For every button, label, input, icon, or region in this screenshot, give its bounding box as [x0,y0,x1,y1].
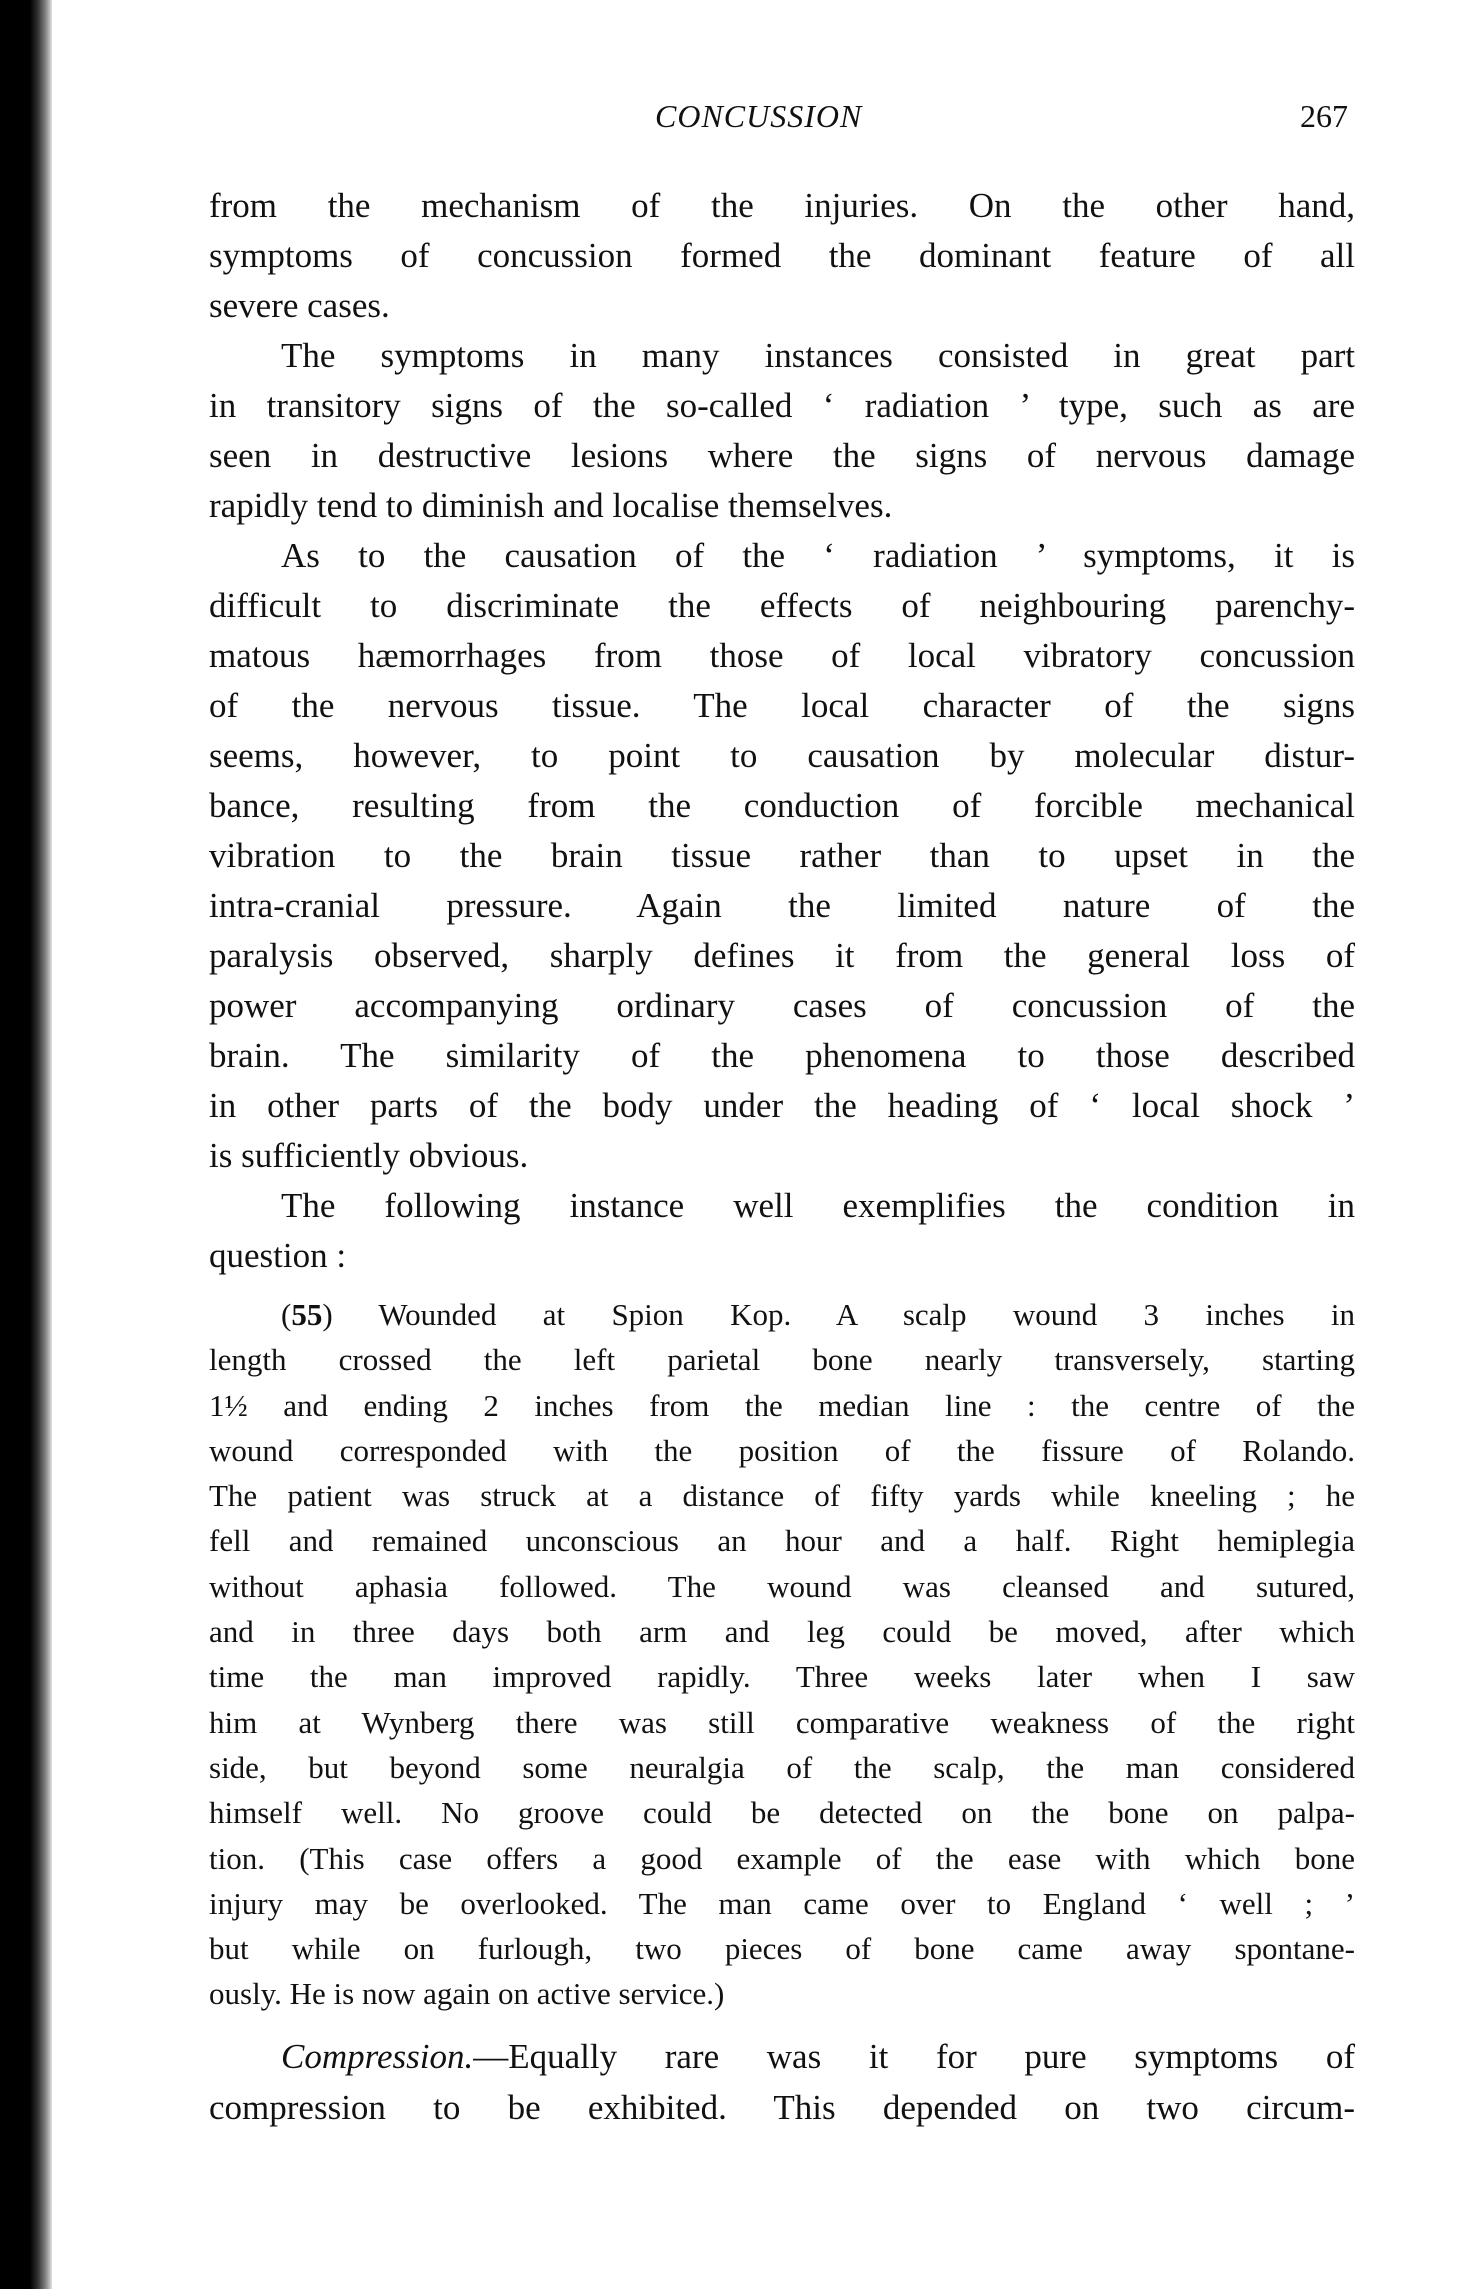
running-head [0,98,1479,142]
case-first-line-text: ) Wounded at Spion Kop. A scalp wound 3 inches in [322,1297,1355,1332]
case-report-line: wound corresponded with the position of the fissure of Rolando. [209,1432,1355,1468]
paragraph-line: question : [209,1236,347,1275]
case-number: 55 [291,1297,323,1332]
paragraph-line: As to the causation of the ‘ radiation ’ symptoms, it is [281,536,1355,575]
paragraph-line: seems, however, to point to causation by molecular distur- [209,736,1355,775]
running-head-title: CONCUSSION [655,98,863,134]
case-report-line: him at Wynberg there was still comparative weakness of the right [209,1704,1355,1740]
case-report-line: fell and remained unconscious an hour and a half. Right hemiplegia [209,1523,1355,1559]
compression-second-line: compression to be exhibited. This depended on two circum- [209,2088,1355,2127]
paragraph-line: of the nervous tissue. The local character of the signs [209,686,1355,725]
paragraph-line: seen in destructive lesions where the signs of nervous damage [209,436,1355,475]
paragraph-line: The symptoms in many instances consisted in great part [281,336,1355,375]
paragraph-line: in transitory signs of the so-called ‘ radiation ’ type, such as are [209,386,1355,425]
case-report-line: The patient was struck at a distance of fifty yards while kneeling ; he [209,1478,1355,1514]
paragraph-line: in other parts of the body under the heading of ‘ local shock ’ [209,1086,1355,1125]
body-text [209,181,1355,1281]
paragraph-line: power accompanying ordinary cases of concussion of the [209,986,1355,1025]
book-binding-edge [0,0,52,2289]
case-report-line: without aphasia followed. The wound was cleansed and sutured, [209,1568,1355,1604]
paragraph-line: from the mechanism of the injuries. On the other hand, [209,186,1355,225]
case-report-line: length crossed the left parietal bone nearly transversely, starting [209,1342,1355,1378]
paragraph-line: The following instance well exemplifies the condition in [281,1186,1355,1225]
open-paren: ( [281,1297,292,1332]
paragraph-line: severe cases. [209,286,390,325]
paragraph-line: rapidly tend to diminish and localise themselves. [209,486,893,525]
paragraph-line: is sufficiently obvious. [209,1136,529,1175]
case-report-line: himself well. No groove could be detected on the bone on palpa- [209,1795,1355,1831]
paragraph-line: bance, resulting from the conduction of forcible mechanical [209,786,1355,825]
case-report-line: and in three days both arm and leg could be moved, after which [209,1614,1355,1650]
paragraph-line: intra-cranial pressure. Again the limited nature of the [209,886,1355,925]
paragraph-line: symptoms of concussion formed the dominant feature of all [209,236,1355,275]
case-report-line: ously. He is now again on active service.) [209,1976,725,2012]
case-report-line: 1½ and ending 2 inches from the median line : the centre of the [209,1387,1355,1423]
compression-first-line [209,2031,1355,2082]
page-number: 267 [1300,98,1348,134]
paragraph-line: difficult to discriminate the effects of neighbouring parenchy- [209,586,1355,625]
paragraph-line: matous hæmorrhages from those of local vibratory concussion [209,636,1355,675]
case-report-first-line [209,1292,1355,1337]
paragraph-line: paralysis observed, sharply defines it from the general loss of [209,936,1355,975]
paragraph-line: vibration to the brain tissue rather than to upset in the [209,836,1355,875]
case-report-line: time the man improved rapidly. Three weeks later when I saw [209,1659,1355,1695]
case-report-line: but while on furlough, two pieces of bone came away spontane- [209,1931,1355,1967]
case-report-line: injury may be overlooked. The man came over to England ‘ well ; ’ [209,1885,1355,1921]
section-heading-compression: Compression. [281,2037,474,2076]
paragraph-line: brain. The similarity of the phenomena to those described [209,1036,1355,1075]
compression-section [209,2031,1355,2133]
case-report [209,1292,1355,2017]
compression-first-line-text: —Equally rare was it for pure symptoms of [473,2037,1355,2076]
case-report-line: side, but beyond some neuralgia of the scalp, the man considered [209,1749,1355,1785]
case-report-line: tion. (This case offers a good example of the ease with which bone [209,1840,1355,1876]
